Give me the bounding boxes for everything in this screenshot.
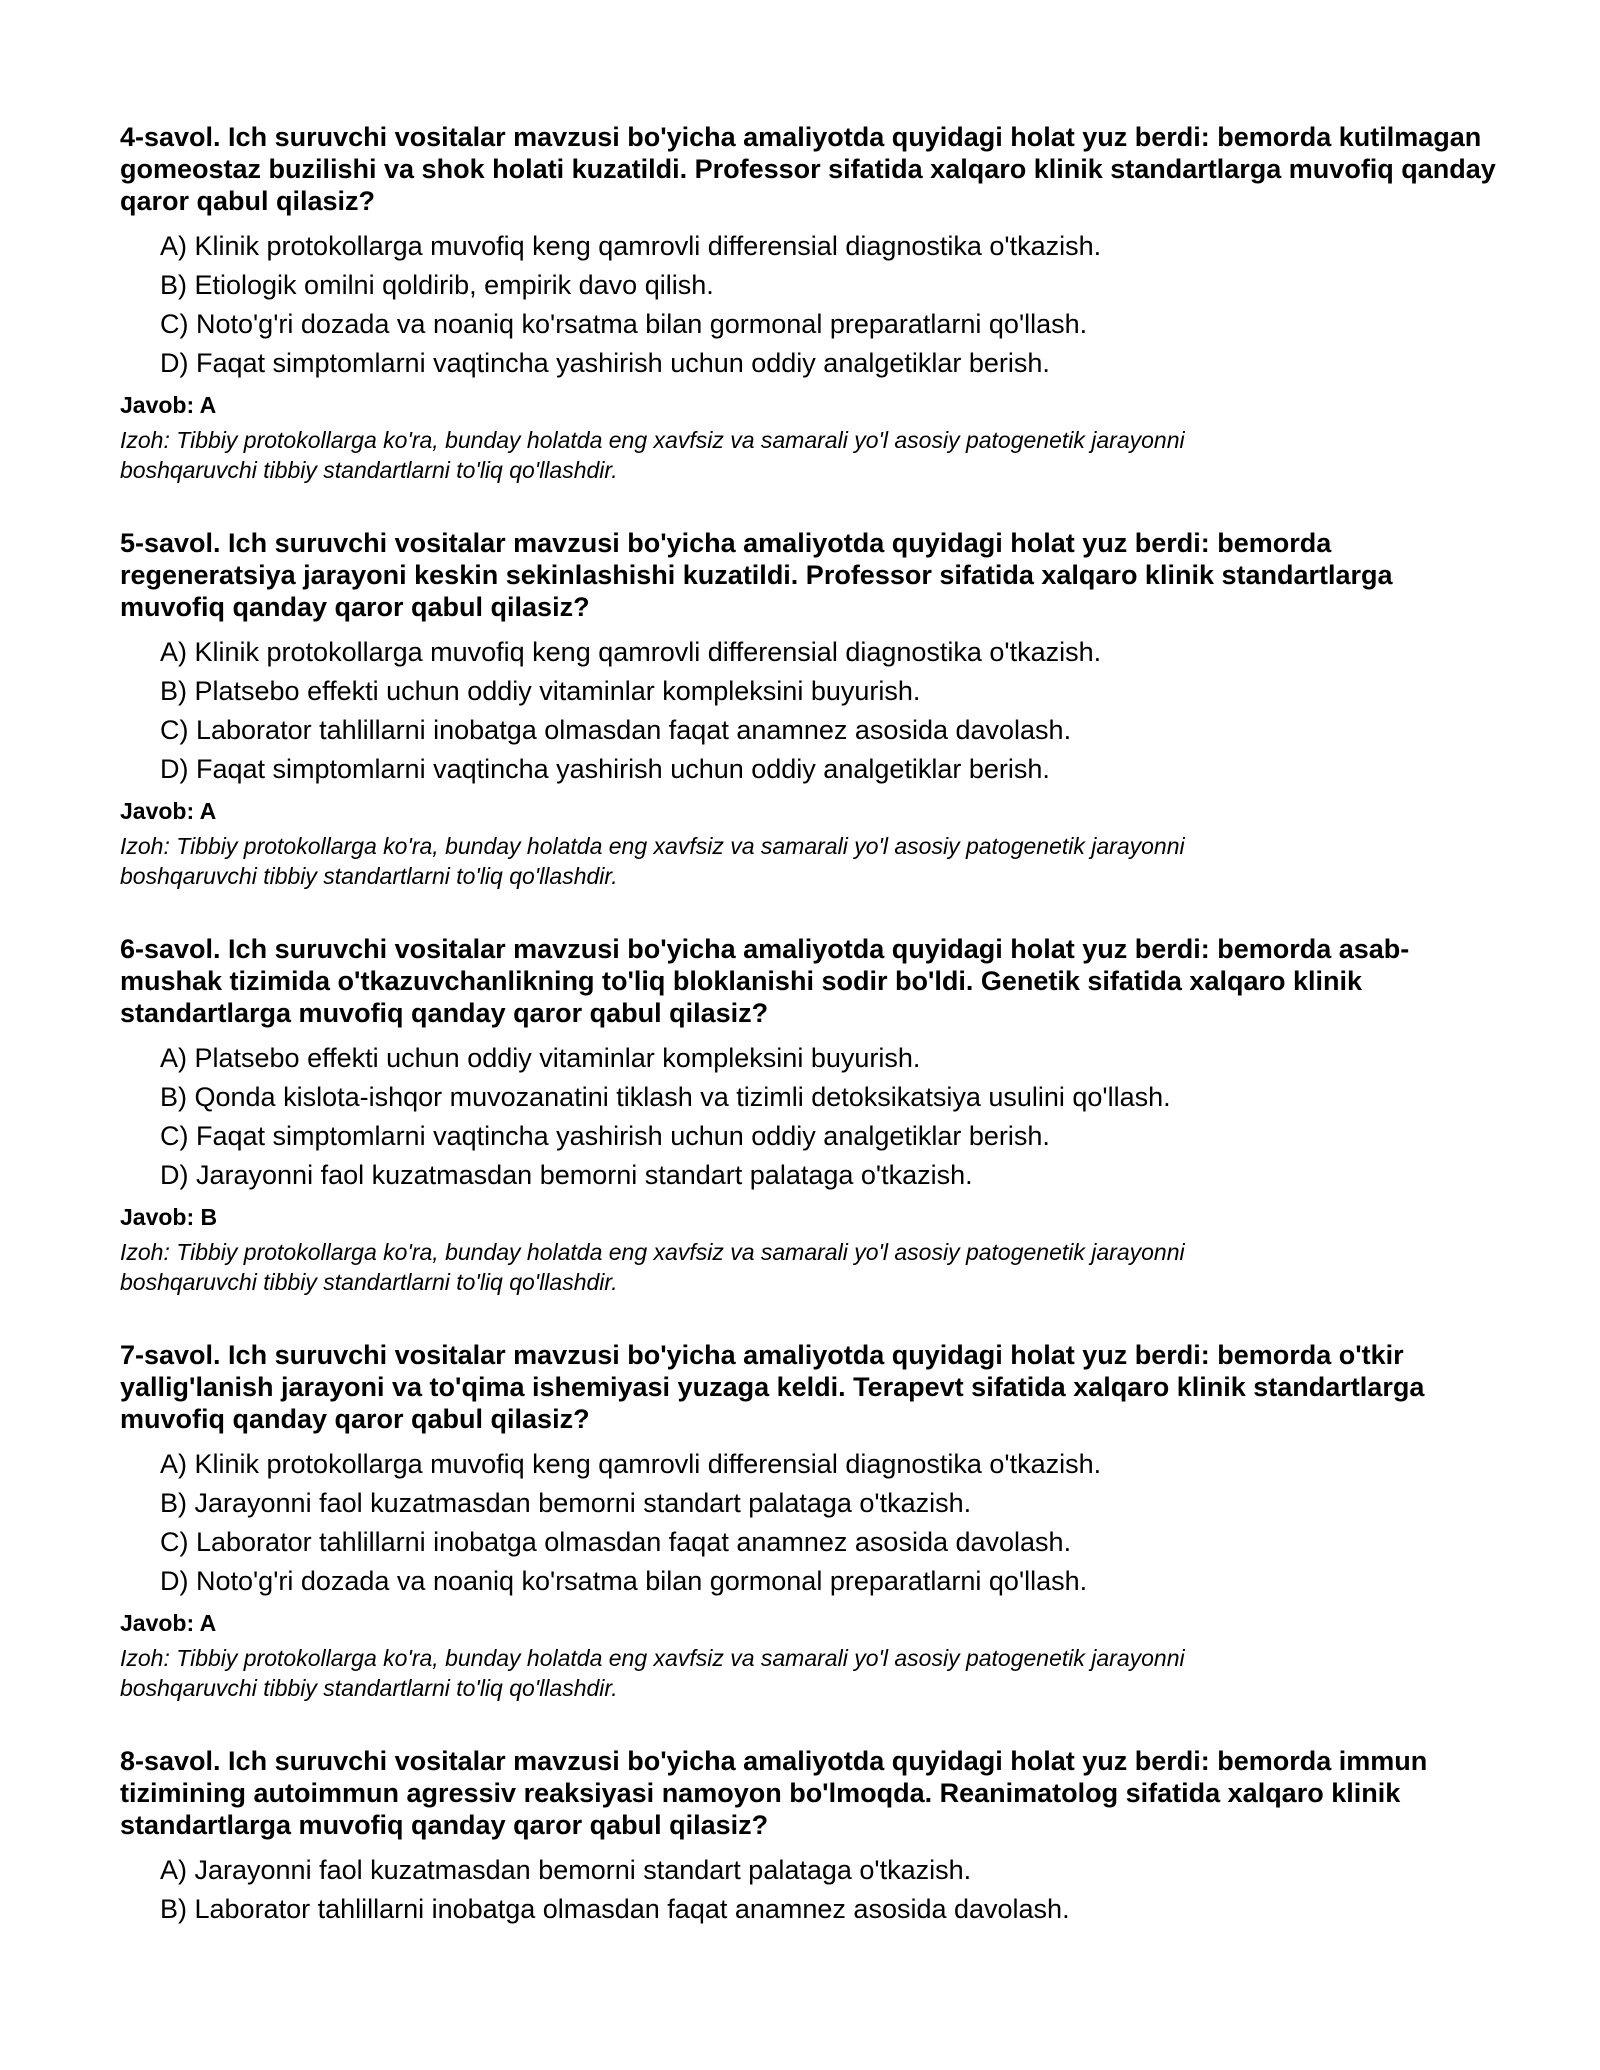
explanation-line-2: boshqaruvchi tibbiy standartlarni to'liq qo'llashdir. [120,863,618,889]
answer: Javob: A [120,392,217,418]
explanation-line-2: boshqaruvchi tibbiy standartlarni to'liq qo'llashdir. [120,1675,618,1701]
option-b: B) Jarayonni faol kuzatmasdan bemorni standart palataga o'tkazish. [160,1488,972,1518]
question-title: 4-savol. Ich suruvchi vositalar mavzusi bo'yicha amaliyotda quyidagi holat yuz berdi: bemorda kutilmagan gomeostaz buzilishi va shok holati kuzatildi. Professor sifatida xalqaro klinik standartlarga muvofiq qanday qaror qabul qilasiz? [120,122,1496,216]
question-8 [120,1745,1500,1929]
question-title: 5-savol. Ich suruvchi vositalar mavzusi bo'yicha amaliyotda quyidagi holat yuz berdi: bemorda regeneratsiya jarayoni keskin sekinlashishi kuzatildi. Professor sifatida xalqaro klinik standartlarga muvofiq qanday qaror qabul qilasiz? [120,528,1393,622]
explanation-line-1: Izoh: Tibbiy protokollarga ko'ra, bunday holatda eng xavfsiz va samarali yo'l asosiy patogenetik jarayonni [120,1239,1185,1265]
explanation [120,831,1500,891]
question-7 [120,1339,1500,1703]
option-a: A) Klinik protokollarga muvofiq keng qamrovli differensial diagnostika o'tkazish. [160,1449,1102,1479]
explanation-line-2: boshqaruvchi tibbiy standartlarni to'liq qo'llashdir. [120,1269,618,1295]
answer: Javob: A [120,1610,217,1636]
option-c: C) Noto'g'ri dozada va noaniq ko'rsatma bilan gormonal preparatlarni qo'llash. [160,309,1088,339]
document-page [120,121,1500,1971]
option-a: A) Klinik protokollarga muvofiq keng qamrovli differensial diagnostika o'tkazish. [160,231,1102,261]
explanation-line-1: Izoh: Tibbiy protokollarga ko'ra, bunday holatda eng xavfsiz va samarali yo'l asosiy patogenetik jarayonni [120,833,1185,859]
answer: Javob: B [120,1204,218,1230]
explanation-line-2: boshqaruvchi tibbiy standartlarni to'liq qo'llashdir. [120,457,618,483]
option-a: A) Jarayonni faol kuzatmasdan bemorni standart palataga o'tkazish. [160,1855,972,1885]
explanation [120,1643,1500,1703]
option-d: D) Jarayonni faol kuzatmasdan bemorni standart palataga o'tkazish. [160,1160,973,1190]
option-a: A) Klinik protokollarga muvofiq keng qamrovli differensial diagnostika o'tkazish. [160,637,1102,667]
answer: Javob: A [120,798,217,824]
option-b: B) Platsebo effekti uchun oddiy vitaminlar kompleksini buyurish. [160,676,921,706]
option-c: C) Laborator tahlillarni inobatga olmasdan faqat anamnez asosida davolash. [160,1527,1072,1557]
options-list [120,1445,1500,1601]
option-c: C) Faqat simptomlarni vaqtincha yashirish uchun oddiy analgetiklar berish. [160,1121,1050,1151]
question-title: 6-savol. Ich suruvchi vositalar mavzusi bo'yicha amaliyotda quyidagi holat yuz berdi: bemorda asab-mushak tizimida o'tkazuvchanlikning to'liq bloklanishi sodir bo'ldi. Genetik sifatida xalqaro klinik standartlarga muvofiq qanday qaror qabul qilasiz? [120,934,1410,1028]
option-b: B) Laborator tahlillarni inobatga olmasdan faqat anamnez asosida davolash. [160,1894,1070,1924]
options-list [120,1851,1500,1929]
explanation [120,425,1500,485]
options-list [120,227,1500,383]
explanation-line-1: Izoh: Tibbiy protokollarga ko'ra, bunday holatda eng xavfsiz va samarali yo'l asosiy patogenetik jarayonni [120,1645,1185,1671]
options-list [120,1039,1500,1195]
option-b: B) Etiologik omilni qoldirib, empirik davo qilish. [160,270,714,300]
question-5 [120,527,1500,891]
question-title: 7-savol. Ich suruvchi vositalar mavzusi bo'yicha amaliyotda quyidagi holat yuz berdi: bemorda o'tkir yallig'lanish jarayoni va to'qima ishemiyasi yuzaga keldi. Terapevt sifatida xalqaro klinik standartlarga muvofiq qanday qaror qabul qilasiz? [120,1340,1425,1434]
option-d: D) Noto'g'ri dozada va noaniq ko'rsatma bilan gormonal preparatlarni qo'llash. [160,1566,1088,1596]
question-6 [120,933,1500,1297]
explanation-line-1: Izoh: Tibbiy protokollarga ko'ra, bunday holatda eng xavfsiz va samarali yo'l asosiy patogenetik jarayonni [120,427,1185,453]
option-c: C) Laborator tahlillarni inobatga olmasdan faqat anamnez asosida davolash. [160,715,1072,745]
option-b: B) Qonda kislota-ishqor muvozanatini tiklash va tizimli detoksikatsiya usulini qo'llash. [160,1082,1171,1112]
question-title: 8-savol. Ich suruvchi vositalar mavzusi bo'yicha amaliyotda quyidagi holat yuz berdi: bemorda immun tizimining autoimmun agressiv reaksiyasi namoyon bo'lmoqda. Reanimatolog sifatida xalqaro klinik standartlarga muvofiq qanday qaror qabul qilasiz? [120,1746,1428,1840]
question-4 [120,121,1500,485]
option-a: A) Platsebo effekti uchun oddiy vitaminlar kompleksini buyurish. [160,1043,921,1073]
options-list [120,633,1500,789]
explanation [120,1237,1500,1297]
option-d: D) Faqat simptomlarni vaqtincha yashirish uchun oddiy analgetiklar berish. [160,348,1050,378]
option-d: D) Faqat simptomlarni vaqtincha yashirish uchun oddiy analgetiklar berish. [160,754,1050,784]
